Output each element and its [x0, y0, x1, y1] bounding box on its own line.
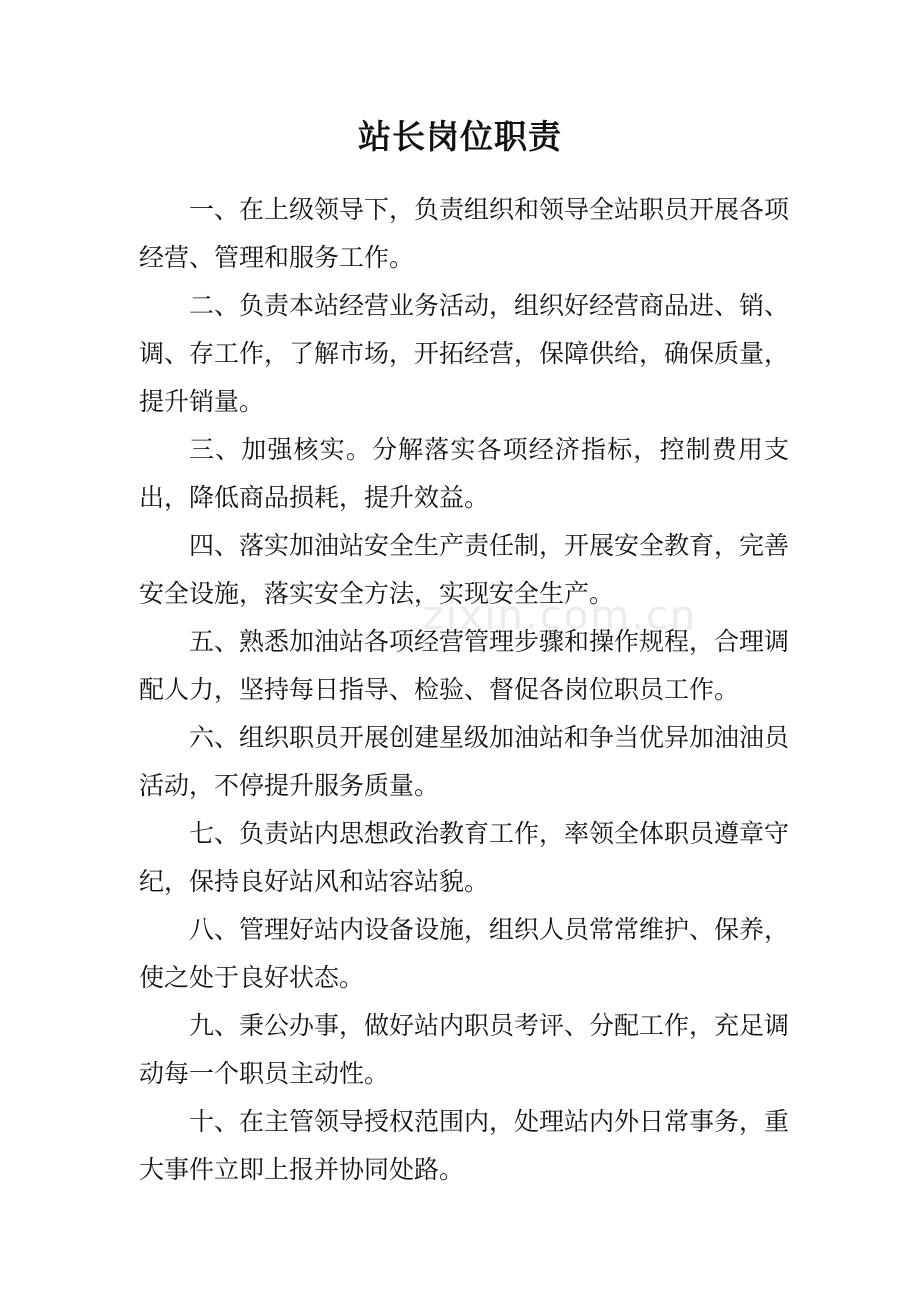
duty-paragraph-10: 十、在主管领导授权范围内，处理站内外日常事务，重大事件立即上报并协同处路。: [139, 1107, 790, 1184]
watermark: zixin.com.cn: [422, 593, 698, 639]
document-title: 站长岗位职责: [358, 117, 562, 156]
duty-paragraph-9: 九、秉公办事，做好站内职员考评、分配工作，充足调动每一个职员主动性。: [139, 1011, 790, 1088]
duty-paragraph-3: 三、加强核实。分解落实各项经济指标，控制费用支出，降低商品损耗，提升效益。: [139, 435, 789, 512]
document-body: [139, 186, 789, 1194]
duty-paragraph-6: 六、组织职员开展创建星级加油站和争当优异加油油员活动，不停提升服务质量。: [139, 723, 790, 800]
duty-paragraph-8: 八、管理好站内设备设施，组织人员常常维护、保养，使之处于良好状态。: [139, 915, 790, 992]
duty-paragraph-1: 一、在上级领导下，负责组织和领导全站职员开展各项经营、管理和服务工作。: [139, 195, 790, 272]
duty-paragraph-4: 四、落实加油站安全生产责任制，开展安全教育，完善安全设施，落实安全方法，实现安全生产。: [139, 531, 790, 608]
duty-paragraph-5: 五、熟悉加油站各项经营管理步骤和操作规程，合理调配人力，坚持每日指导、检验、督促各岗位职员工作。: [139, 627, 790, 704]
duty-paragraph-2: 二、负责本站经营业务活动，组织好经营商品进、销、调、存工作，了解市场，开拓经营，保障供给，确保质量，提升销量。: [139, 291, 790, 416]
duty-paragraph-7: 七、负责站内思想政治教育工作，率领全体职员遵章守纪，保持良好站风和站容站貌。: [139, 819, 790, 896]
